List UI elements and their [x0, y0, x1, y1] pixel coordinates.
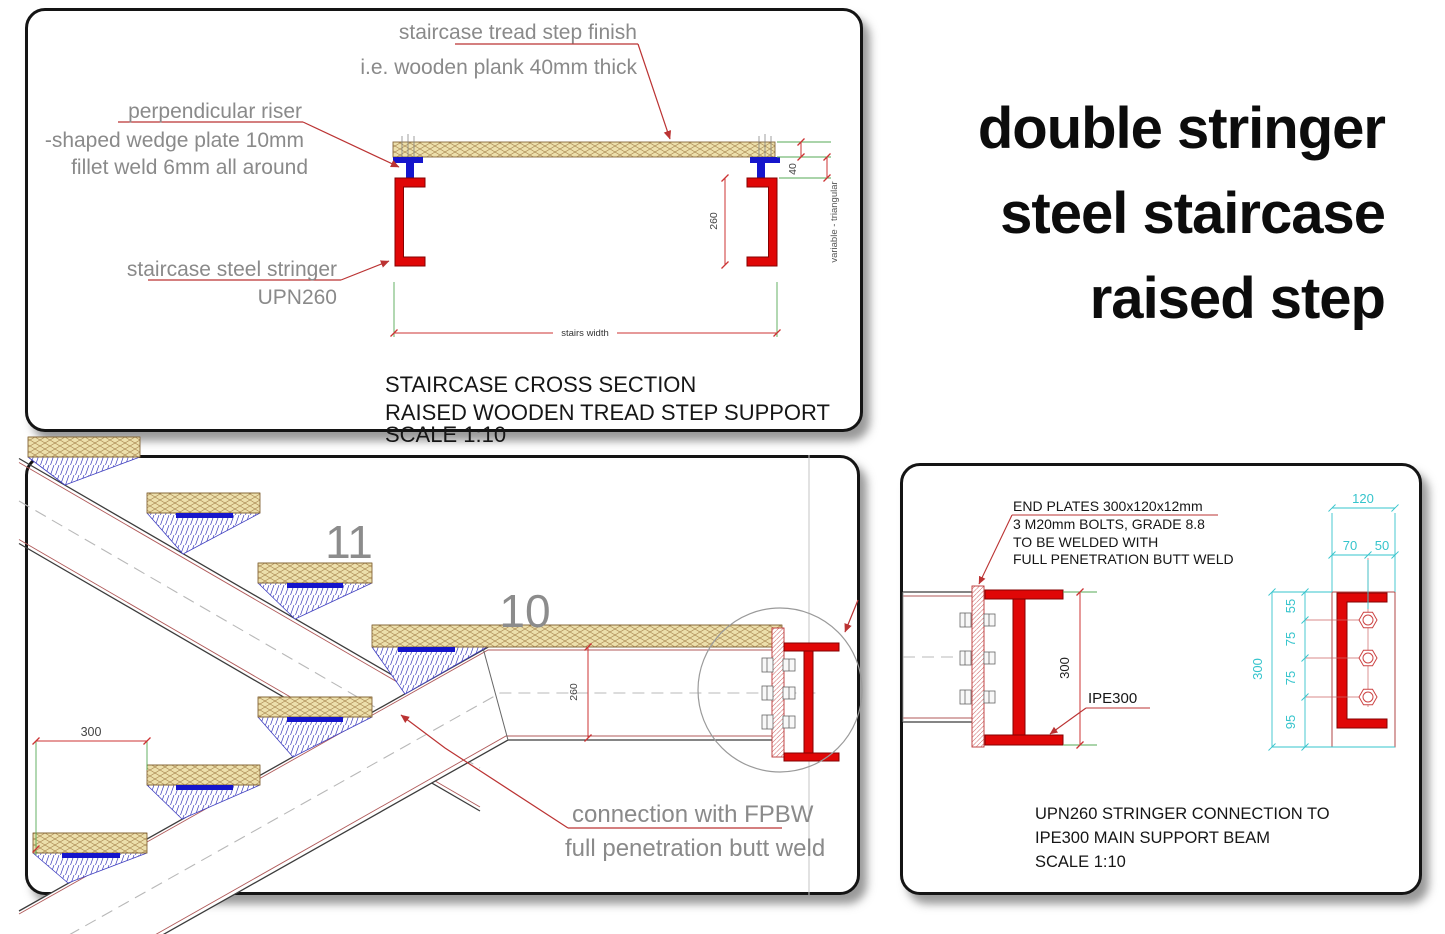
step-12 [147, 493, 260, 554]
note-riser-2: -shaped wedge plate 10mm [44, 129, 304, 152]
connection-title-3: SCALE 1:10 [1035, 853, 1126, 871]
note-stringer-2: UPN260 [257, 286, 337, 309]
ipe300-text: IPE300 [1088, 690, 1138, 707]
dim-300-face: 300 [1250, 658, 1265, 680]
lower-stringer-band [19, 646, 817, 934]
connection-panel [900, 463, 1422, 895]
dim-40: 40 [787, 163, 799, 175]
note-line-1: 3 M20mm BOLTS, GRADE 8.8 [1013, 516, 1205, 532]
step-number-10: 10 [499, 585, 551, 637]
connection-drawing [900, 463, 1422, 895]
end-plate-side [772, 628, 784, 757]
cross-section-title-1: STAIRCASE CROSS SECTION [385, 372, 697, 397]
left-stringer-channel [395, 178, 425, 266]
ipe300-beam [985, 590, 1063, 745]
beam-leader-arrow [845, 600, 858, 632]
stair-detail-panel [25, 455, 860, 895]
cross-section-panel [25, 8, 863, 447]
dim-75b: 75 [1283, 670, 1298, 686]
dim-260: 260 [708, 212, 720, 230]
cross-section-title-3: SCALE 1:10 [385, 422, 507, 447]
dim-plank-thickness [777, 139, 831, 175]
dim-50: 50 [1374, 538, 1390, 553]
dim-95: 95 [1283, 714, 1298, 730]
fpbw-line-1: connection with FPBW [572, 801, 814, 828]
dim-70: 70 [1342, 538, 1358, 553]
dim-55: 55 [1283, 598, 1298, 614]
main-title-line-2: steel staircase [1000, 181, 1385, 246]
note-riser-1: perpendicular riser [128, 100, 302, 123]
note-stringer-1: staircase steel stringer [126, 258, 337, 281]
dim-120: 120 [1352, 491, 1374, 506]
fpbw-line-2: full penetration butt weld [565, 835, 826, 862]
dim-channel-depth [708, 175, 729, 269]
ipe300-label [1050, 690, 1150, 734]
connection-title-1: UPN260 STRINGER CONNECTION TO [1035, 805, 1330, 823]
note-line-2: TO BE WELDED WITH [1013, 534, 1159, 550]
main-title-line-1: double stringer [977, 96, 1385, 161]
right-stringer-channel [747, 178, 777, 266]
main-title-line-3: raised step [1089, 266, 1385, 331]
note-tread-finish-2: i.e. wooden plank 40mm thick [360, 56, 637, 79]
end-plate-note [979, 498, 1234, 584]
main-title [870, 86, 1385, 341]
dim-75a: 75 [1283, 631, 1298, 647]
right-riser-plate [750, 157, 780, 178]
connection-title-2: IPE300 MAIN SUPPORT BEAM [1035, 829, 1271, 847]
cross-section-title-2: RAISED WOODEN TREAD STEP SUPPORT [385, 400, 830, 425]
dim-300-going: 300 [80, 725, 102, 739]
dim-260-detail: 260 [568, 683, 580, 701]
note-riser-3: fillet weld 6mm all around [71, 156, 308, 179]
dim-stairs-width-label: stairs width [561, 328, 609, 339]
dim-stairs-width [391, 282, 781, 339]
dim-variable-triangular: variable - triangular [829, 181, 840, 263]
wooden-plank [393, 142, 775, 157]
dim-300-side: 300 [1057, 657, 1072, 679]
note-line-0: END PLATES 300x120x12mm [1013, 498, 1203, 514]
left-riser-plate [393, 157, 423, 178]
cross-section-drawing [25, 8, 863, 447]
note-tread-finish-1: staircase tread step finish [398, 21, 637, 44]
end-plate-side-view [972, 586, 984, 747]
stair-detail-drawing [25, 455, 860, 895]
note-line-3: FULL PENETRATION BUTT WELD [1013, 551, 1234, 567]
step-number-11: 11 [325, 516, 373, 568]
